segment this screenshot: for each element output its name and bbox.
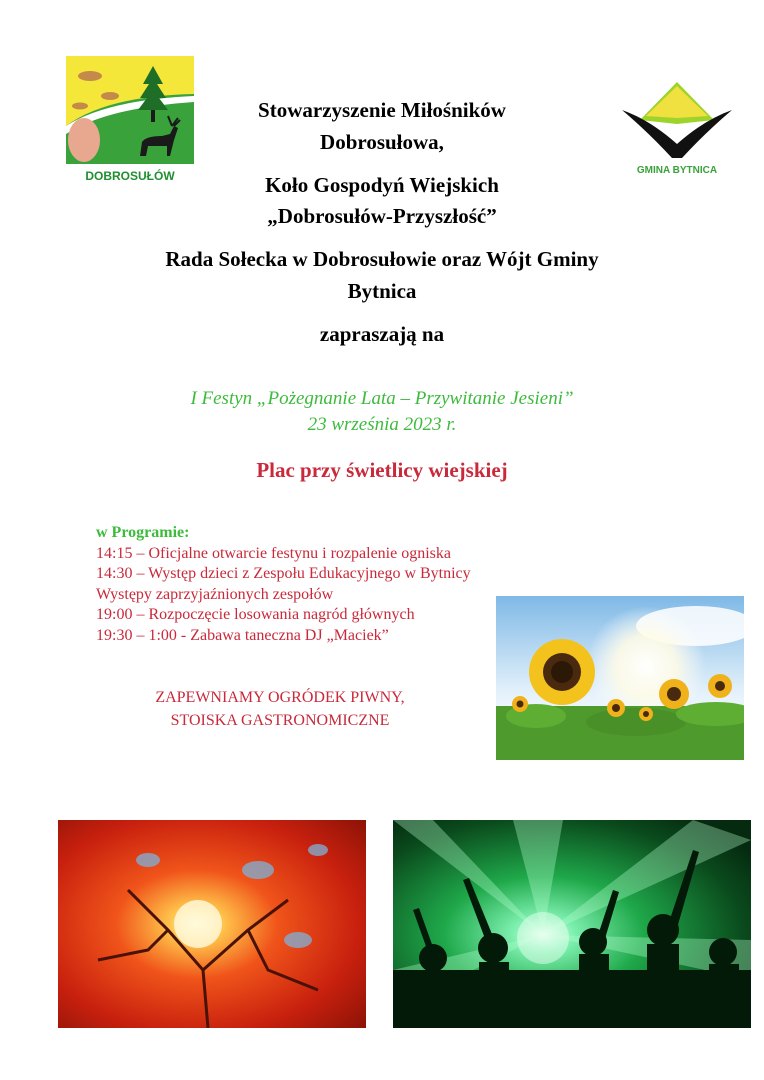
organizer-line-3: Koło Gospodyń Wiejskich (265, 173, 499, 197)
invitation-line: zapraszają na (319, 322, 445, 346)
organizer-line-1: Stowarzyszenie Miłośników (258, 98, 506, 122)
organizer-line-2: Dobrosułowa, (320, 130, 444, 154)
gmina-bytnica-logo-caption: GMINA BYTNICA (636, 165, 718, 176)
sunflower-photo (496, 596, 744, 760)
organizer-line-5: Rada Sołecka w Dobrosułowie oraz Wójt Gminy (165, 247, 599, 271)
program-item: 19:30 – 1:00 - Zabawa taneczna DJ „Maciek” (96, 626, 389, 644)
dobrosulow-logo-caption: DOBROSUŁÓW (85, 169, 175, 183)
notice-line-1: ZAPEWNIAMY OGRÓDEK PIWNY, (155, 689, 405, 706)
organizer-line-6: Bytnica (347, 279, 417, 303)
program-item: 19:00 – Rozpoczęcie losowania nagród głównych (96, 606, 415, 624)
party-crowd-photo (393, 820, 751, 1028)
event-date: 23 września 2023 r. (307, 414, 457, 435)
organizer-line-4: „Dobrosułów-Przyszłość” (267, 204, 497, 228)
notice-block (90, 686, 470, 732)
program-heading: w Programie: (96, 524, 190, 541)
program-item: 14:15 – Oficjalne otwarcie festynu i rozpalenie ogniska (96, 544, 451, 562)
program-item: Występy zaprzyjaźnionych zespołów (96, 585, 334, 603)
notice-line-2: STOISKA GASTRONOMICZNE (170, 712, 390, 729)
autumn-tree-photo (58, 820, 366, 1028)
event-title: I Festyn „Pożegnanie Lata – Przywitanie Jesieni” (190, 388, 574, 409)
program-item: 14:30 – Występ dzieci z Zespołu Edukacyjnego w Bytnicy (96, 565, 471, 583)
event-venue: Plac przy świetlicy wiejskiej (256, 458, 508, 482)
